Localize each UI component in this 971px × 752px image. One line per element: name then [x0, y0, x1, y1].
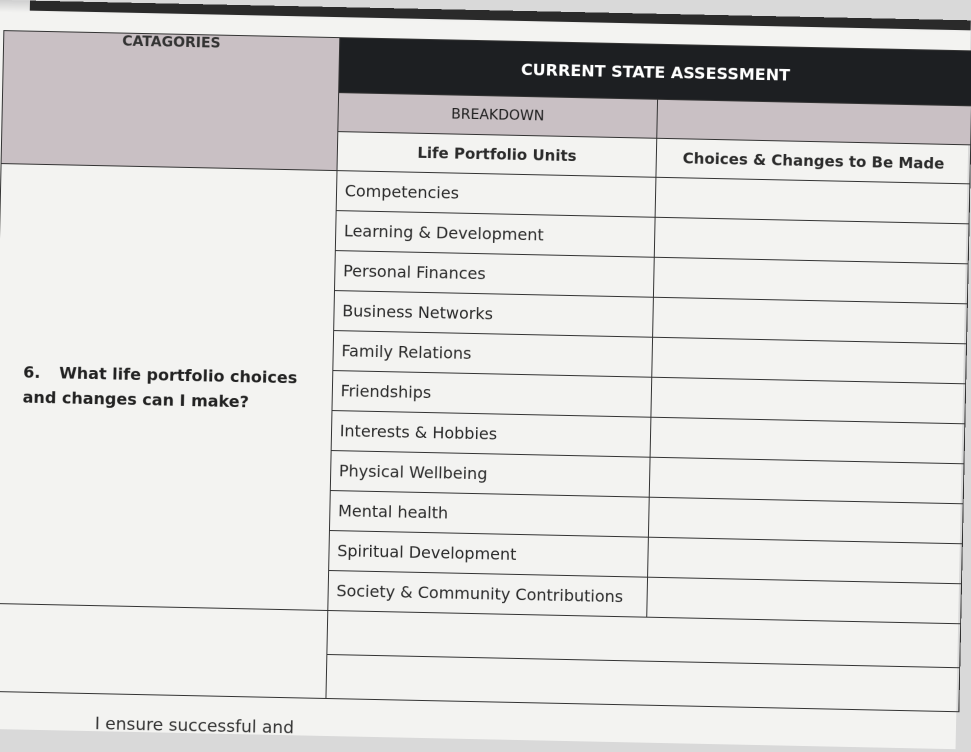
current-state-label: CURRENT STATE ASSESSMENT — [520, 59, 791, 85]
choice-cell[interactable] — [651, 417, 965, 464]
units-header — [337, 132, 658, 178]
question-number: 6. — [23, 362, 41, 382]
choice-cell[interactable] — [649, 497, 963, 544]
choice-cell[interactable] — [652, 337, 966, 384]
question-text: What life portfolio choices and changes can I make? — [22, 362, 298, 411]
choice-cell[interactable] — [650, 457, 964, 504]
unit-cell: Learning & Development — [335, 211, 656, 258]
breakdown-header — [338, 93, 659, 139]
choices-label: Choices & Changes to Be Made — [682, 149, 945, 173]
choice-cell[interactable] — [647, 577, 961, 624]
units-label: Life Portfolio Units — [417, 143, 577, 166]
choice-cell[interactable] — [654, 257, 968, 304]
breakdown-label: BREAKDOWN — [451, 106, 545, 125]
unit-cell: Personal Finances — [334, 251, 655, 298]
choice-cell[interactable] — [651, 377, 965, 424]
choice-cell[interactable] — [656, 177, 970, 224]
question-cell — [0, 164, 337, 611]
breakdown-blank-cell — [657, 99, 971, 145]
choice-cell[interactable] — [653, 297, 967, 344]
unit-cell: Business Networks — [333, 291, 654, 338]
next-question-cell — [0, 603, 327, 698]
categories-header — [1, 31, 339, 171]
unit-cell: Competencies — [336, 171, 657, 218]
next-question-partial-text: I ensure successful and — [94, 714, 295, 739]
unit-cell: Society & Community Contributions — [327, 571, 648, 618]
choice-cell[interactable] — [648, 537, 962, 584]
unit-cell: Physical Wellbeing — [330, 451, 651, 498]
unit-cell: Family Relations — [333, 331, 654, 378]
unit-cell: Mental health — [329, 491, 650, 538]
choice-cell[interactable] — [655, 217, 969, 264]
categories-label: CATAGORIES — [122, 33, 221, 52]
choices-header — [656, 138, 970, 184]
assessment-table — [0, 30, 971, 712]
unit-cell: Friendships — [332, 371, 653, 418]
unit-cell: Interests & Hobbies — [331, 411, 652, 458]
unit-cell: Spiritual Development — [328, 531, 649, 578]
